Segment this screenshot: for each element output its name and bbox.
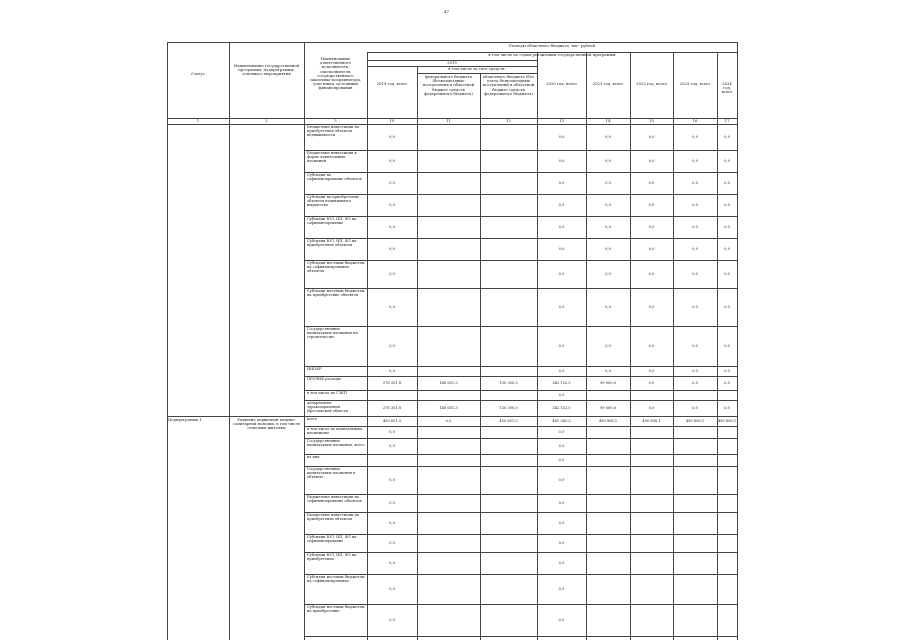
table-row-label: в том числе по капитальным вложениям [307, 427, 362, 436]
table-cell-value: 450 651,5 [382, 418, 402, 423]
table-cell-value: 0,0 [389, 560, 395, 565]
table-cell-value: 0,0 [389, 617, 395, 622]
table-cell-value: 0,0 [558, 457, 565, 462]
table-row-label: Субсидии ЮЛ, ИП, ФЛ на приобретение [307, 553, 357, 562]
table-cell-value: 0,0 [692, 343, 698, 348]
header-2021: 2021 год, всего [592, 82, 624, 86]
table-cell-value: 0,0 [558, 540, 565, 545]
table-cell-value: 0,0 [724, 224, 730, 229]
table-cell-value: 99 000,0 [599, 380, 616, 385]
table-cell-value: 0,0 [648, 224, 655, 229]
table-row-label: в том числе по ГЗКП [307, 391, 347, 395]
table-cell-value: 0,0 [389, 477, 395, 482]
table-cell-value: 0,0 [724, 368, 730, 373]
table-row-label: НИОКР [307, 367, 322, 371]
table-cell-value: 130 300,5 [499, 405, 518, 410]
table-cell-value: 0,0 [648, 202, 655, 207]
table-cell-value: 0,0 [692, 380, 698, 385]
table-row-label: Субсидии местным бюджетам на софинансирование [307, 575, 365, 584]
table-cell-value: 0,0 [692, 134, 698, 139]
table-row-label: Субсидии ЮЛ, ИП, ФЛ на софинансирование [307, 535, 357, 544]
column-number: 15 [649, 119, 654, 123]
table-cell-value: 0,0 [605, 134, 611, 139]
table-cell-value: 0,0 [648, 158, 655, 163]
table-cell-value: 0,0 [558, 477, 565, 482]
table-cell-value: 0,0 [648, 271, 655, 276]
table-cell-value: 490 808,1 [598, 418, 618, 423]
table-cell-value: 0,0 [389, 500, 395, 505]
table-row-label: Субсидии ЮЛ, ИП, ФЛ на софинансирование [307, 217, 357, 226]
table-cell-value: 0,0 [648, 304, 655, 309]
table-cell-value: 450 651,5 [499, 418, 518, 423]
column-number: 2 [265, 119, 268, 123]
table-cell-value: 0,0 [389, 304, 395, 309]
table-cell-value: 0,0 [558, 202, 565, 207]
table-cell-value: 0,0 [558, 134, 565, 139]
table-row-label: Государственные капитальные вложения на строительство [307, 327, 358, 340]
header-source: Наименование ответственного исполнителя, соисполнителя, государственного заказчика-координатора, участника, источники финансирования [309, 57, 362, 91]
table-cell-value: 0,0 [692, 224, 698, 229]
table-row-label: Государственные капитальные вложения, всего [307, 439, 365, 448]
table-cell-value: 0,0 [692, 180, 698, 185]
table-cell-value: 0,0 [558, 368, 565, 373]
table-cell-value: 0,0 [724, 405, 730, 410]
table-cell-value: 0,0 [558, 429, 565, 434]
table-cell-value: 0,0 [724, 343, 730, 348]
table-cell-value: 0,0 [558, 271, 565, 276]
table-cell-value: 0,0 [558, 443, 565, 448]
table-row-label: ПРОЧИЕ расходы [307, 377, 341, 381]
table-cell-value: 0,0 [389, 429, 395, 434]
table-cell-value: 0,0 [648, 380, 655, 385]
subprogram-status: Подпрограмма 1 [168, 418, 202, 422]
table-cell-value: 0,0 [558, 520, 565, 525]
table-cell-value: 0,0 [692, 246, 698, 251]
table-cell-value: 0,0 [724, 180, 730, 185]
table-cell-value: 0,0 [558, 617, 565, 622]
column-number: 1 [196, 119, 200, 123]
header-name: Наименование государственной программы, подпрограммы, основного мероприятия [233, 64, 300, 77]
table-cell-value: 0,0 [724, 158, 730, 163]
table-cell-value: 0,0 [558, 586, 565, 591]
table-cell-value: 0,0 [605, 202, 611, 207]
table-cell-value: 0,0 [389, 202, 395, 207]
table-cell-value: 0,0 [389, 586, 395, 591]
table-cell-value: 0,0 [389, 520, 395, 525]
table-row-label: всего [307, 417, 318, 421]
table-row-label: Субсидии местным бюджетам на приобретение объектов [307, 289, 365, 298]
table-cell-value: 0,0 [558, 246, 565, 251]
column-number: 17 [724, 119, 730, 123]
header-year-2019: 2019 [447, 61, 457, 65]
table-cell-value: 0,0 [389, 224, 395, 229]
table-cell-value: 0,0 [558, 158, 565, 163]
table-cell-value: 0,0 [648, 246, 655, 251]
table-row-label: Бюджетные инвестиции на приобретение объектов недвижимости [307, 125, 360, 138]
table-cell-value: 0,0 [605, 271, 611, 276]
header-2022: 2022 год, всего [636, 82, 667, 86]
column-number: 13 [559, 119, 564, 123]
column-number: 11 [446, 119, 451, 123]
header-including: в том числе за счет средств: [448, 67, 506, 71]
column-number: 10 [389, 119, 395, 123]
table-cell-value: 0,0 [389, 443, 395, 448]
header-2023: 2023 год, всего [679, 82, 711, 86]
table-cell-value: 490 808,1 [685, 418, 705, 423]
header-top-title: Расходы областного бюджета, тыс. рублей [509, 44, 595, 48]
table-cell-value: 0,0 [605, 368, 611, 373]
table-cell-value: 130 300,5 [499, 380, 518, 385]
table-cell-value: 0,0 [558, 343, 565, 348]
table-cell-value: 278 351,8 [382, 405, 402, 410]
table-cell-value: 490 808,1 [642, 418, 661, 423]
table-cell-value: 0,0 [389, 368, 395, 373]
header-regional: областного бюджета (без учета безвозмездных поступлений в областной бюджет средств федерального бюджета) [482, 75, 535, 96]
table-row-label: из них: [307, 455, 321, 459]
table-cell-value: 0,0 [389, 246, 395, 251]
table-cell-value: 0,0 [692, 202, 698, 207]
table-row-label: Бюджетные инвестиции на софинансирование объектов [307, 495, 362, 504]
column-number: 3 [334, 119, 337, 123]
table-cell-value: 0,0 [724, 134, 730, 139]
table-row-label: Субсидии местным бюджетам на софинансирование объектов [307, 261, 365, 274]
table-cell-value: 0,0 [605, 180, 611, 185]
table-cell-value: 0,0 [692, 405, 698, 410]
table-cell-value: 0,0 [389, 540, 395, 545]
table-cell-value: 0,0 [605, 246, 611, 251]
table-cell-value: 148 651,3 [439, 380, 458, 385]
table-row-label: Субсидии ЮЛ, ИП, ФЛ на приобретение объектов [307, 239, 357, 248]
table-cell-value: 0,0 [692, 368, 698, 373]
header-federal: федерального бюджета (безвозмездные поступления в областной бюджет средств федерального бюджета) [422, 75, 475, 96]
table-row-label: Государственные капитальные вложения в объекты [307, 467, 356, 480]
column-number: 12 [506, 119, 511, 123]
table-cell-value: 0,0 [558, 392, 565, 397]
table-cell-value: 99 000,0 [599, 405, 616, 410]
table-cell-value: 0,0 [724, 246, 730, 251]
table-cell-value: 0,0 [648, 368, 655, 373]
table-cell-value: 0,0 [605, 304, 611, 309]
table-cell-value: 0,0 [724, 202, 730, 207]
table-cell-value: 0,0 [558, 224, 565, 229]
table-cell-value: 0,0 [558, 500, 565, 505]
table-cell-value: 461 345,5 [552, 418, 571, 423]
table-cell-value: 0,0 [692, 158, 698, 163]
header-2020: 2020 год, всего [546, 82, 577, 86]
column-number: 14 [605, 119, 611, 123]
header-2024: 2024 год, всего [721, 82, 733, 95]
table-cell-value: 0,0 [389, 271, 395, 276]
table-cell-value: 0,0 [724, 304, 730, 309]
table-cell-value: 0,0 [692, 304, 698, 309]
subprogram-name: Развитие первичной медико-санитарной помощи, в том числе сельским жителям [232, 418, 301, 431]
table-row-label: Бюджетные инвестиции на приобретение объектов [307, 513, 360, 522]
page-number: 47 [444, 9, 450, 14]
table-cell-value: 0,0 [692, 271, 698, 276]
table-cell-value: 0,0 [558, 560, 565, 565]
table-cell-value: 0,0 [648, 180, 655, 185]
table-cell-value: 0,0 [389, 343, 395, 348]
table-cell-value: 0,0 [648, 405, 655, 410]
table-cell-value: 490 808,1 [717, 418, 737, 423]
table-cell-value: 148 651,3 [439, 405, 458, 410]
table-row-label: Субсидии на софинансирование объектов [307, 173, 362, 182]
table-cell-value: 342 152,0 [552, 380, 571, 385]
table-cell-value: 278 351,8 [382, 380, 402, 385]
table-cell-value: 0,0 [389, 158, 395, 163]
table-row-label: департамент здравоохранения Ярославской области [307, 401, 348, 414]
header-status: Статус [191, 72, 205, 76]
table-cell-value: 0,0 [724, 271, 730, 276]
table-cell-value: 342 152,0 [552, 405, 571, 410]
table-cell-value: 0,0 [605, 224, 611, 229]
table-row-label: Бюджетные инвестиции в форме капитальных вложений [307, 151, 357, 164]
table-cell-value: 0,0 [605, 158, 611, 163]
table-cell-value: 0,0 [445, 418, 452, 423]
table-cell-value: 0,0 [648, 343, 655, 348]
table-cell-value: 0,0 [389, 134, 395, 139]
table-cell-value: 0,0 [558, 180, 565, 185]
table-cell-value: 0,0 [389, 180, 395, 185]
table-cell-value: 0,0 [648, 134, 655, 139]
table-cell-value: 0,0 [605, 343, 611, 348]
table-cell-value: 0,0 [558, 304, 565, 309]
table-row-label: Субсидии на приобретение объектов недвижимого имущества [307, 195, 360, 208]
column-number: 16 [692, 119, 698, 123]
header-2019-total: 2019 год, всего [376, 82, 408, 86]
table-cell-value: 0,0 [724, 380, 730, 385]
table-row-label: Субсидии местным бюджетам на приобретение [307, 605, 365, 614]
header-sub-title: в том числе по годам реализации государственной программы [488, 53, 616, 57]
